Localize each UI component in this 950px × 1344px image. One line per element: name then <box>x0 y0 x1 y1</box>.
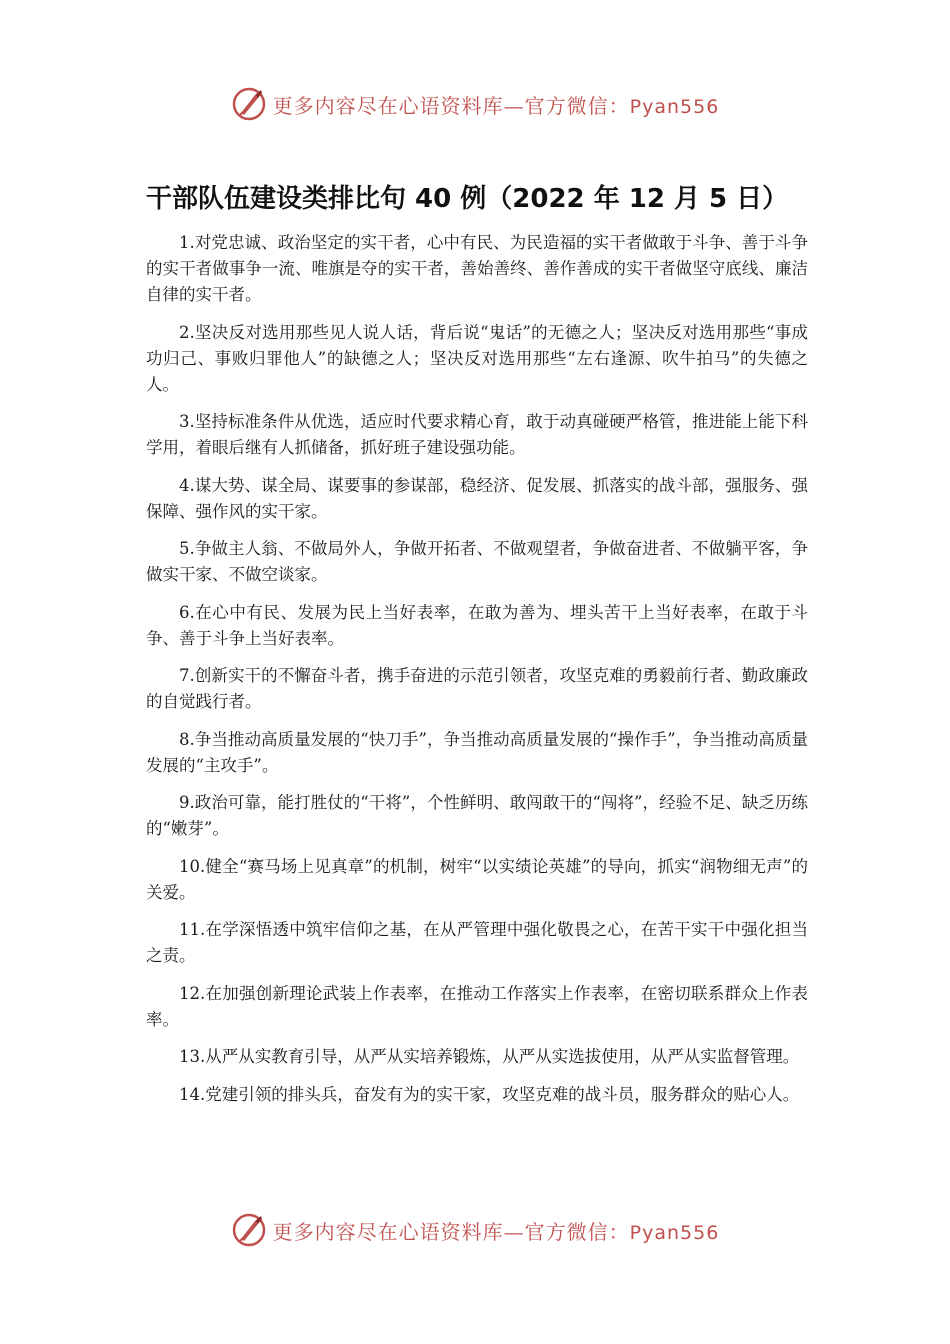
watermark-text <box>273 1216 720 1245</box>
list-item: 8.争当推动高质量发展的“快刀手”，争当推动高质量发展的“操作手”，争当推动高质量发展的“主攻手”。 <box>146 729 808 775</box>
footer-watermark-banner <box>0 1212 950 1248</box>
list-item: 3.坚持标准条件从优选，适应时代要求精心育，敢于动真碰硬严格管，推进能上能下科学用，着眼后继有人抓储备，抓好班子建设强功能。 <box>146 412 808 457</box>
list-item: 11.在学深悟透中筑牢信仰之基，在从严管理中强化敬畏之心，在苦干实干中强化担当之责。 <box>146 920 808 965</box>
list-item: 14.党建引领的排头兵，奋发有为的实干家，攻坚克难的战斗员，服务群众的贴心人。 <box>179 1084 800 1104</box>
quill-logo-icon <box>231 86 267 122</box>
list-item: 10.健全“赛马场上见真章”的机制，树牢“以实绩论英雄”的导向，抓实“润物细无声”的关爱。 <box>146 856 808 902</box>
watermark-text <box>273 90 720 119</box>
watermark-text-cn: 更多内容尽在心语资料库—官方微信： <box>272 1219 630 1244</box>
list-item: 5.争做主人翁、不做局外人，争做开拓者、不做观望者，争做奋进者、不做躺平客，争做实干家、不做空谈家。 <box>146 539 808 584</box>
list-item: 12.在加强创新理论武装上作表率，在推动工作落实上作表率，在密切联系群众上作表率。 <box>146 983 808 1029</box>
watermark-text-cn: 更多内容尽在心语资料库—官方微信： <box>272 93 630 118</box>
quill-logo-icon <box>231 1212 267 1248</box>
list-item: 2.坚决反对选用那些见人说人话，背后说“鬼话”的无德之人；坚决反对选用那些“事成功归己、事败归罪他人”的缺德之人；坚决反对选用那些“左右逢源、吹牛拍马”的失德之人。 <box>146 322 808 394</box>
watermark-wechat-id: Pyan556 <box>629 95 720 118</box>
document-body <box>146 230 808 1119</box>
list-item: 7.创新实干的不懈奋斗者，携手奋进的示范引领者，攻坚克难的勇毅前行者、勤政廉政的自觉践行者。 <box>146 666 808 711</box>
list-item: 1.对党忠诚、政治坚定的实干者，心中有民、为民造福的实干者做敢于斗争、善于斗争的实干者做事争一流、唯旗是夺的实干者，善始善终、善作善成的实干者做坚守底线、廉洁自律的实干者。 <box>146 233 808 304</box>
header-watermark-banner <box>0 86 950 122</box>
list-item: 13.从严从实教育引导，从严从实培养锻炼，从严从实选拔使用，从严从实监督管理。 <box>179 1047 800 1066</box>
list-item: 9.政治可靠，能打胜仗的“干将”，个性鲜明、敢闯敢干的“闯将”，经验不足、缺乏历练的“嫩芽”。 <box>146 793 808 838</box>
watermark-wechat-id: Pyan556 <box>629 1221 720 1244</box>
list-item: 4.谋大势、谋全局、谋要事的参谋部，稳经济、促发展、抓落实的战斗部，强服务、强保障、强作风的实干家。 <box>146 475 808 521</box>
list-item: 6.在心中有民、发展为民上当好表率，在敢为善为、埋头苦干上当好表率，在敢于斗争、善于斗争上当好表率。 <box>146 602 808 648</box>
page-title: 干部队伍建设类排比句 40 例（2022 年 12 月 5 日） <box>146 184 789 214</box>
